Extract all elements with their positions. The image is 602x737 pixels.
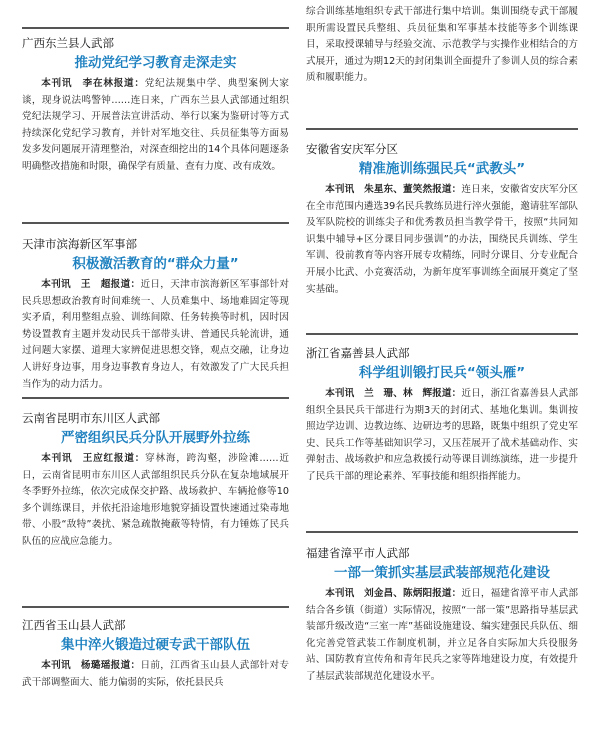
news-headline: 推动党纪学习教育走深走实 (74, 55, 237, 71)
news-body (22, 76, 289, 176)
news-org: 天津市滨海新区军事部 (22, 237, 137, 251)
news-org: 福建省漳平市人武部 (306, 546, 410, 560)
left-column (22, 0, 289, 737)
news-item (306, 346, 578, 486)
news-item (22, 411, 289, 551)
news-headline: 严密组织民兵分队开展野外拉练 (61, 430, 250, 446)
section-divider (22, 27, 289, 29)
right-column (306, 0, 578, 737)
news-text: 连日来，安徽省安庆军分区在全市范围内遴选39名民兵教练员进行淬火强能，邀请驻军部队及军队院校的训练尖子和优秀教员担当教学骨干，按照“共同知识集中辅导+区分课目同步强训”的办法，围绕民兵训练、学生军训、役前教育等内容开展专攻精练，同时分课目、分专业配合开展小比武、小竞赛活动，为新年度军事训练全面展开奠定了坚实基础。 (306, 184, 579, 295)
section-divider (22, 222, 289, 224)
news-byline: 本刊讯 朱星东、董笑然报道： (325, 184, 462, 195)
section-divider (306, 333, 578, 335)
news-body (22, 451, 289, 551)
news-item (306, 142, 578, 298)
news-text: 近日，天津市滨海新区军事部针对民兵思想政治教育时间难统一、人员难集中、场地难固定等现实矛盾，利用整组点验、训练间隙、任务转换等时机，因时因势设置教育主题并发动民兵干部带头讲、普通民兵轮流讲，通过问题大家摆、道理大家辨促进思想交锋，观点交融，让身边人讲好身边事，用身边事教育身边人，有效激发了广大民兵担当作为的动力活力。 (22, 279, 290, 390)
news-body (306, 386, 578, 486)
news-text: 日前，江西省玉山县人武部针对专武干部调整面大、能力偏弱的实际，依托县民兵 (22, 660, 290, 688)
news-headline: 精准施训练强民兵“武教头” (358, 161, 526, 177)
news-item (22, 237, 289, 393)
news-byline: 本刊讯 刘金昌、陈炳阳报道： (325, 588, 462, 599)
news-continuation (306, 4, 578, 87)
news-byline: 本刊讯 王应红报道： (41, 453, 146, 464)
news-org: 江西省玉山县人武部 (22, 618, 126, 632)
news-headline: 集中淬火锻造过硬专武干部队伍 (61, 637, 250, 653)
news-body (306, 182, 578, 298)
section-divider (306, 531, 578, 533)
news-text: 近日，浙江省嘉善县人武部组织全县民兵干部进行为期3天的封闭式、基地化集训。集训按照边学边训、边教边练、边研边考的思路，既集中组织了党史军史、民兵工作等基础知识学习，又压茬展开了战术基础动作、实弹射击、战场救护和应急救援行动等课目训练演练，进一步提升了民兵干部的理论素养、军事技能和组织指挥能力。 (306, 388, 579, 482)
news-headline: 科学组训锻打民兵“领头雁” (358, 365, 526, 381)
news-item (306, 546, 578, 686)
news-text: 近日，福建省漳平市人武部结合各乡镇（街道）实际情况，按照“一部一策”思路指导基层武装部升级改造“三室一库”基础设施建设、编实建强民兵队伍、细化完善党管武装工作制度机制，并立足各自实际加大兵役服务站、国防教育宣传角和青年民兵之家等阵地建设力度，有效提升了基层武装部规范化建设水平。 (306, 588, 579, 682)
news-org: 广西东兰县人武部 (22, 36, 114, 50)
news-body (306, 586, 578, 686)
news-byline: 本刊讯 李在林报道： (41, 78, 145, 89)
section-divider (22, 397, 289, 399)
news-org: 安徽省安庆军分区 (306, 142, 398, 156)
section-divider (306, 128, 578, 130)
news-byline: 本刊讯 杨璐瑶报道： (41, 660, 141, 671)
news-body (22, 658, 289, 691)
section-divider (22, 606, 289, 608)
news-byline: 本刊讯 兰 珊、林 辉报道： (325, 388, 462, 399)
news-headline: 积极激活教育的“群众力量” (72, 256, 239, 272)
news-org: 浙江省嘉善县人武部 (306, 346, 410, 360)
news-item (22, 618, 289, 691)
news-headline: 一部一策抓实基层武装部规范化建设 (334, 565, 550, 581)
news-body (22, 277, 289, 393)
news-org: 云南省昆明市东川区人武部 (22, 411, 160, 425)
news-text: 党纪法规集中学、典型案例大家谈，现身说法鸣警钟……连日来，广西东兰县人武部通过组织党纪法规学习、开展普法宣讲活动、举行以案为鉴研讨等方式持续深化党纪学习教育，并针对军地交往、兵员征集等方面易发多发问题展开清理整治，对深查细挖出的14个具体问题逐条明确整改措施和时限，确保学有质量、查有力度、改有成效。 (22, 78, 290, 172)
news-byline: 本刊讯 王 超报道： (41, 279, 141, 290)
news-text: 穿林海，跨沟壑，涉险滩……近日，云南省昆明市东川区人武部组织民兵分队在复杂地域展开冬季野外拉练，依次完成保交护路、战场救护、车辆抢修等10多个训练课目，并依托沿途地形地貌穿插设置快速通过染毒地带、小股“敌特”袭扰、紧急疏散掩蔽等特情，有力锤炼了民兵队伍的应战应急能力。 (22, 453, 290, 547)
continuation-text: 综合训练基地组织专武干部进行集中培训。集训围绕专武干部履职所需设置民兵整组、兵员征集和军事基本技能等多个训练课目，采取授课辅导与经验交流、示范教学与实操作业相结合的方式展开，通过为期12天的封闭集训全面提升了参训人员的综合素质和履职能力。 (306, 6, 578, 84)
news-item (22, 36, 289, 176)
